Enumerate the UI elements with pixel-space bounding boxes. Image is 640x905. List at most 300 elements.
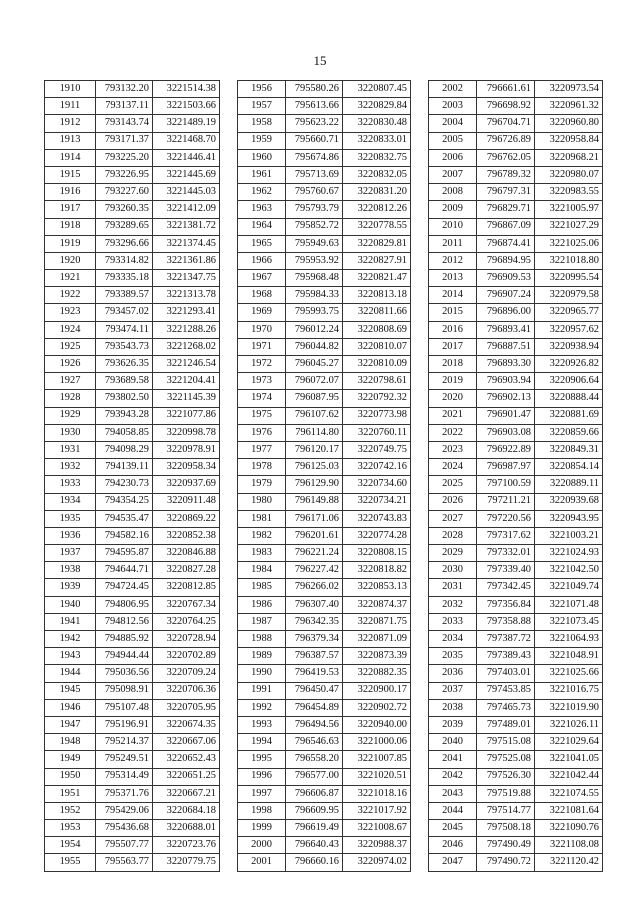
x-coordinate-cell: 796903.08	[477, 424, 535, 441]
y-coordinate-cell: 3220779.75	[153, 854, 220, 871]
table-row	[45, 424, 220, 441]
y-coordinate-cell: 3220965.77	[535, 304, 603, 321]
x-coordinate-cell: 796893.41	[477, 321, 535, 338]
point-number-cell: 1958	[238, 115, 286, 132]
y-coordinate-cell: 3220827.28	[153, 562, 220, 579]
x-coordinate-cell: 794582.16	[96, 527, 153, 544]
table-row	[429, 665, 603, 682]
table-row	[238, 98, 411, 115]
table-row	[45, 270, 220, 287]
table-row	[429, 115, 603, 132]
y-coordinate-cell: 3220869.22	[153, 510, 220, 527]
point-number-cell: 1913	[45, 132, 96, 149]
table-row	[45, 98, 220, 115]
y-coordinate-cell: 3220974.02	[343, 854, 411, 871]
x-coordinate-cell: 796762.05	[477, 149, 535, 166]
x-coordinate-cell: 796619.49	[286, 820, 343, 837]
table-row	[238, 579, 411, 596]
x-coordinate-cell: 797508.18	[477, 820, 535, 837]
table-row	[45, 699, 220, 716]
y-coordinate-cell: 3220807.45	[343, 81, 411, 98]
point-number-cell: 1954	[45, 837, 96, 854]
y-coordinate-cell: 3220798.61	[343, 373, 411, 390]
y-coordinate-cell: 3221027.29	[535, 218, 603, 235]
point-number-cell: 1965	[238, 235, 286, 252]
x-coordinate-cell: 795949.63	[286, 235, 343, 252]
table-row	[429, 734, 603, 751]
table-row	[429, 716, 603, 733]
y-coordinate-cell: 3221016.75	[535, 682, 603, 699]
x-coordinate-cell: 797332.01	[477, 545, 535, 562]
table-row	[45, 545, 220, 562]
y-coordinate-cell: 3221049.74	[535, 579, 603, 596]
y-coordinate-cell: 3221041.05	[535, 751, 603, 768]
x-coordinate-cell: 793227.60	[96, 184, 153, 201]
y-coordinate-cell: 3220684.18	[153, 802, 220, 819]
point-number-cell: 1956	[238, 81, 286, 98]
table-row	[238, 390, 411, 407]
table-row	[238, 527, 411, 544]
table-row	[429, 81, 603, 98]
y-coordinate-cell: 3220988.37	[343, 837, 411, 854]
y-coordinate-cell: 3220808.15	[343, 545, 411, 562]
point-number-cell: 1940	[45, 596, 96, 613]
table-row	[238, 459, 411, 476]
table-row	[238, 751, 411, 768]
y-coordinate-cell: 3221246.54	[153, 356, 220, 373]
table-row	[429, 184, 603, 201]
point-number-cell: 2031	[429, 579, 477, 596]
point-number-cell: 2024	[429, 459, 477, 476]
y-coordinate-cell: 3220829.84	[343, 98, 411, 115]
table-row	[429, 373, 603, 390]
point-number-cell: 2005	[429, 132, 477, 149]
table-row	[238, 149, 411, 166]
x-coordinate-cell: 796307.40	[286, 596, 343, 613]
page-number: 15	[313, 53, 327, 68]
y-coordinate-cell: 3220874.37	[343, 596, 411, 613]
table-row	[238, 201, 411, 218]
table-row	[429, 218, 603, 235]
x-coordinate-cell: 797317.62	[477, 527, 535, 544]
x-coordinate-cell: 796171.06	[286, 510, 343, 527]
x-coordinate-cell: 796606.87	[286, 785, 343, 802]
table-row	[45, 785, 220, 802]
y-coordinate-cell: 3221293.41	[153, 304, 220, 321]
y-coordinate-cell: 3220937.69	[153, 476, 220, 493]
table-row	[238, 820, 411, 837]
point-number-cell: 2002	[429, 81, 477, 98]
point-number-cell: 1998	[238, 802, 286, 819]
table-row	[238, 235, 411, 252]
table-row	[429, 527, 603, 544]
point-number-cell: 2011	[429, 235, 477, 252]
table-row	[45, 304, 220, 321]
point-number-cell: 2012	[429, 252, 477, 269]
y-coordinate-cell: 3220881.69	[535, 407, 603, 424]
x-coordinate-cell: 795713.69	[286, 166, 343, 183]
x-coordinate-cell: 796221.24	[286, 545, 343, 562]
table-row	[45, 407, 220, 424]
y-coordinate-cell: 3221145.39	[153, 390, 220, 407]
point-number-cell: 2013	[429, 270, 477, 287]
point-number-cell: 1961	[238, 166, 286, 183]
y-coordinate-cell: 3221025.66	[535, 665, 603, 682]
y-coordinate-cell: 3221204.41	[153, 373, 220, 390]
table-row	[429, 270, 603, 287]
y-coordinate-cell: 3221120.42	[535, 854, 603, 871]
x-coordinate-cell: 796909.53	[477, 270, 535, 287]
point-number-cell: 1986	[238, 596, 286, 613]
y-coordinate-cell: 3220859.66	[535, 424, 603, 441]
table-row	[45, 441, 220, 458]
table-row	[238, 321, 411, 338]
x-coordinate-cell: 795623.22	[286, 115, 343, 132]
x-coordinate-cell: 793132.20	[96, 81, 153, 98]
point-number-cell: 1963	[238, 201, 286, 218]
table-row	[238, 785, 411, 802]
y-coordinate-cell: 3221090.76	[535, 820, 603, 837]
y-coordinate-cell: 3221503.66	[153, 98, 220, 115]
x-coordinate-cell: 795098.91	[96, 682, 153, 699]
y-coordinate-cell: 3220978.91	[153, 441, 220, 458]
y-coordinate-cell: 3220774.28	[343, 527, 411, 544]
point-number-cell: 2001	[238, 854, 286, 871]
x-coordinate-cell: 796640.43	[286, 837, 343, 854]
table-row	[429, 252, 603, 269]
x-coordinate-cell: 796829.71	[477, 201, 535, 218]
point-number-cell: 1953	[45, 820, 96, 837]
point-number-cell: 2000	[238, 837, 286, 854]
y-coordinate-cell: 3220939.68	[535, 493, 603, 510]
y-coordinate-cell: 3220811.66	[343, 304, 411, 321]
table-row	[45, 751, 220, 768]
table-row	[238, 665, 411, 682]
x-coordinate-cell: 797356.84	[477, 596, 535, 613]
point-number-cell: 1924	[45, 321, 96, 338]
x-coordinate-cell: 796903.94	[477, 373, 535, 390]
table-row	[238, 734, 411, 751]
y-coordinate-cell: 3220760.11	[343, 424, 411, 441]
point-number-cell: 2033	[429, 613, 477, 630]
x-coordinate-cell: 797100.59	[477, 476, 535, 493]
x-coordinate-cell: 796894.95	[477, 252, 535, 269]
x-coordinate-cell: 797403.01	[477, 665, 535, 682]
y-coordinate-cell: 3221000.06	[343, 734, 411, 751]
point-number-cell: 1999	[238, 820, 286, 837]
y-coordinate-cell: 3220995.54	[535, 270, 603, 287]
y-coordinate-cell: 3220980.07	[535, 166, 603, 183]
table-row	[238, 682, 411, 699]
point-number-cell: 1974	[238, 390, 286, 407]
point-number-cell: 2007	[429, 166, 477, 183]
x-coordinate-cell: 797387.72	[477, 631, 535, 648]
point-number-cell: 1979	[238, 476, 286, 493]
table-row	[238, 407, 411, 424]
point-number-cell: 2021	[429, 407, 477, 424]
table-row	[238, 184, 411, 201]
point-number-cell: 2025	[429, 476, 477, 493]
point-number-cell: 1911	[45, 98, 96, 115]
y-coordinate-cell: 3221019.90	[535, 699, 603, 716]
x-coordinate-cell: 797358.88	[477, 613, 535, 630]
point-number-cell: 1936	[45, 527, 96, 544]
y-coordinate-cell: 3220852.38	[153, 527, 220, 544]
table-row	[429, 699, 603, 716]
table-row	[45, 149, 220, 166]
table-row	[45, 166, 220, 183]
table-row	[429, 854, 603, 871]
point-number-cell: 1978	[238, 459, 286, 476]
x-coordinate-cell: 797489.01	[477, 716, 535, 733]
point-number-cell: 2004	[429, 115, 477, 132]
x-coordinate-cell: 796789.32	[477, 166, 535, 183]
coordinate-table-2	[237, 80, 411, 872]
table-row	[429, 768, 603, 785]
x-coordinate-cell: 794139.11	[96, 459, 153, 476]
x-coordinate-cell: 796419.53	[286, 665, 343, 682]
y-coordinate-cell: 3220764.25	[153, 613, 220, 630]
table-row	[45, 820, 220, 837]
x-coordinate-cell: 794354.25	[96, 493, 153, 510]
point-number-cell: 2043	[429, 785, 477, 802]
y-coordinate-cell: 3221018.80	[535, 252, 603, 269]
y-coordinate-cell: 3221020.51	[343, 768, 411, 785]
table-row	[45, 579, 220, 596]
y-coordinate-cell: 3220813.18	[343, 287, 411, 304]
y-coordinate-cell: 3220728.94	[153, 631, 220, 648]
y-coordinate-cell: 3220889.11	[535, 476, 603, 493]
point-number-cell: 1985	[238, 579, 286, 596]
point-number-cell: 1989	[238, 648, 286, 665]
table-row	[45, 373, 220, 390]
y-coordinate-cell: 3221048.91	[535, 648, 603, 665]
x-coordinate-cell: 795993.75	[286, 304, 343, 321]
y-coordinate-cell: 3220808.69	[343, 321, 411, 338]
x-coordinate-cell: 795984.33	[286, 287, 343, 304]
x-coordinate-cell: 796546.63	[286, 734, 343, 751]
point-number-cell: 1941	[45, 613, 96, 630]
point-number-cell: 1917	[45, 201, 96, 218]
y-coordinate-cell: 3220830.48	[343, 115, 411, 132]
y-coordinate-cell: 3221008.67	[343, 820, 411, 837]
y-coordinate-cell: 3220812.26	[343, 201, 411, 218]
x-coordinate-cell: 794724.45	[96, 579, 153, 596]
y-coordinate-cell: 3220979.58	[535, 287, 603, 304]
x-coordinate-cell: 793457.02	[96, 304, 153, 321]
point-number-cell: 2041	[429, 751, 477, 768]
table-row	[45, 356, 220, 373]
x-coordinate-cell: 796661.61	[477, 81, 535, 98]
point-number-cell: 1991	[238, 682, 286, 699]
y-coordinate-cell: 3220983.55	[535, 184, 603, 201]
point-number-cell: 2042	[429, 768, 477, 785]
table-row	[429, 510, 603, 527]
x-coordinate-cell: 793626.35	[96, 356, 153, 373]
x-coordinate-cell: 797339.40	[477, 562, 535, 579]
x-coordinate-cell: 794535.47	[96, 510, 153, 527]
y-coordinate-cell: 3220943.95	[535, 510, 603, 527]
x-coordinate-cell: 796120.17	[286, 441, 343, 458]
x-coordinate-cell: 797526.30	[477, 768, 535, 785]
x-coordinate-cell: 795107.48	[96, 699, 153, 716]
y-coordinate-cell: 3220778.55	[343, 218, 411, 235]
point-number-cell: 1969	[238, 304, 286, 321]
x-coordinate-cell: 796012.24	[286, 321, 343, 338]
table-row	[45, 338, 220, 355]
point-number-cell: 2030	[429, 562, 477, 579]
coordinate-table-1	[44, 80, 220, 872]
y-coordinate-cell: 3221017.92	[343, 802, 411, 819]
point-number-cell: 1949	[45, 751, 96, 768]
point-number-cell: 1932	[45, 459, 96, 476]
point-number-cell: 2015	[429, 304, 477, 321]
table-row	[429, 579, 603, 596]
y-coordinate-cell: 3220812.85	[153, 579, 220, 596]
table-row	[429, 751, 603, 768]
point-number-cell: 1960	[238, 149, 286, 166]
y-coordinate-cell: 3220829.81	[343, 235, 411, 252]
x-coordinate-cell: 793474.11	[96, 321, 153, 338]
point-number-cell: 1951	[45, 785, 96, 802]
x-coordinate-cell: 797490.72	[477, 854, 535, 871]
x-coordinate-cell: 795436.68	[96, 820, 153, 837]
y-coordinate-cell: 3221029.64	[535, 734, 603, 751]
y-coordinate-cell: 3220888.44	[535, 390, 603, 407]
point-number-cell: 1973	[238, 373, 286, 390]
x-coordinate-cell: 796045.27	[286, 356, 343, 373]
y-coordinate-cell: 3220831.20	[343, 184, 411, 201]
table-row	[238, 596, 411, 613]
table-row	[238, 424, 411, 441]
x-coordinate-cell: 797515.08	[477, 734, 535, 751]
table-row	[429, 648, 603, 665]
y-coordinate-cell: 3220958.84	[535, 132, 603, 149]
table-row	[45, 613, 220, 630]
x-coordinate-cell: 794944.44	[96, 648, 153, 665]
table-row	[45, 802, 220, 819]
point-number-cell: 1995	[238, 751, 286, 768]
table-row	[45, 734, 220, 751]
x-coordinate-cell: 794230.73	[96, 476, 153, 493]
point-number-cell: 2016	[429, 321, 477, 338]
y-coordinate-cell: 3220854.14	[535, 459, 603, 476]
table-row	[45, 510, 220, 527]
coordinate-table-3	[428, 80, 603, 872]
x-coordinate-cell: 797389.43	[477, 648, 535, 665]
point-number-cell: 1939	[45, 579, 96, 596]
x-coordinate-cell: 796201.61	[286, 527, 343, 544]
y-coordinate-cell: 3220958.34	[153, 459, 220, 476]
y-coordinate-cell: 3220810.07	[343, 338, 411, 355]
table-row	[45, 252, 220, 269]
point-number-cell: 1996	[238, 768, 286, 785]
table-row	[238, 373, 411, 390]
table-row	[238, 252, 411, 269]
x-coordinate-cell: 793137.11	[96, 98, 153, 115]
table-row	[238, 166, 411, 183]
x-coordinate-cell: 796896.00	[477, 304, 535, 321]
point-number-cell: 1987	[238, 613, 286, 630]
table-row	[45, 132, 220, 149]
x-coordinate-cell: 796107.62	[286, 407, 343, 424]
table-row	[45, 716, 220, 733]
table-row	[429, 321, 603, 338]
y-coordinate-cell: 3220957.62	[535, 321, 603, 338]
table-row	[45, 493, 220, 510]
x-coordinate-cell: 796125.03	[286, 459, 343, 476]
point-number-cell: 1928	[45, 390, 96, 407]
table-row	[429, 562, 603, 579]
y-coordinate-cell: 3220742.16	[343, 459, 411, 476]
table-row	[238, 304, 411, 321]
y-coordinate-cell: 3221077.86	[153, 407, 220, 424]
table-row	[429, 98, 603, 115]
point-number-cell: 2029	[429, 545, 477, 562]
table-row	[45, 459, 220, 476]
table-row	[429, 476, 603, 493]
x-coordinate-cell: 796227.42	[286, 562, 343, 579]
table-row	[238, 854, 411, 871]
y-coordinate-cell: 3220674.35	[153, 716, 220, 733]
y-coordinate-cell: 3221412.09	[153, 201, 220, 218]
table-row	[45, 235, 220, 252]
x-coordinate-cell: 795036.56	[96, 665, 153, 682]
table-row	[429, 596, 603, 613]
table-row	[45, 287, 220, 304]
point-number-cell: 1993	[238, 716, 286, 733]
table-row	[429, 338, 603, 355]
y-coordinate-cell: 3220853.13	[343, 579, 411, 596]
x-coordinate-cell: 796893.30	[477, 356, 535, 373]
table-row	[238, 476, 411, 493]
point-number-cell: 1984	[238, 562, 286, 579]
x-coordinate-cell: 797490.49	[477, 837, 535, 854]
x-coordinate-cell: 796577.00	[286, 768, 343, 785]
point-number-cell: 2045	[429, 820, 477, 837]
point-number-cell: 1943	[45, 648, 96, 665]
table-row	[238, 510, 411, 527]
point-number-cell: 2046	[429, 837, 477, 854]
point-number-cell: 1992	[238, 699, 286, 716]
x-coordinate-cell: 796887.51	[477, 338, 535, 355]
point-number-cell: 2039	[429, 716, 477, 733]
table-row	[238, 356, 411, 373]
y-coordinate-cell: 3221268.02	[153, 338, 220, 355]
y-coordinate-cell: 3221064.93	[535, 631, 603, 648]
x-coordinate-cell: 797211.21	[477, 493, 535, 510]
table-row	[45, 115, 220, 132]
point-number-cell: 1946	[45, 699, 96, 716]
y-coordinate-cell: 3221026.11	[535, 716, 603, 733]
y-coordinate-cell: 3220900.17	[343, 682, 411, 699]
y-coordinate-cell: 3220734.21	[343, 493, 411, 510]
x-coordinate-cell: 796387.57	[286, 648, 343, 665]
x-coordinate-cell: 795196.91	[96, 716, 153, 733]
table-row	[238, 631, 411, 648]
x-coordinate-cell: 795249.51	[96, 751, 153, 768]
x-coordinate-cell: 793335.18	[96, 270, 153, 287]
table-row	[238, 545, 411, 562]
table-row	[429, 166, 603, 183]
x-coordinate-cell: 796726.89	[477, 132, 535, 149]
table-row	[45, 596, 220, 613]
point-number-cell: 2020	[429, 390, 477, 407]
x-coordinate-cell: 796087.95	[286, 390, 343, 407]
x-coordinate-cell: 794806.95	[96, 596, 153, 613]
table-row	[429, 407, 603, 424]
x-coordinate-cell: 796901.47	[477, 407, 535, 424]
